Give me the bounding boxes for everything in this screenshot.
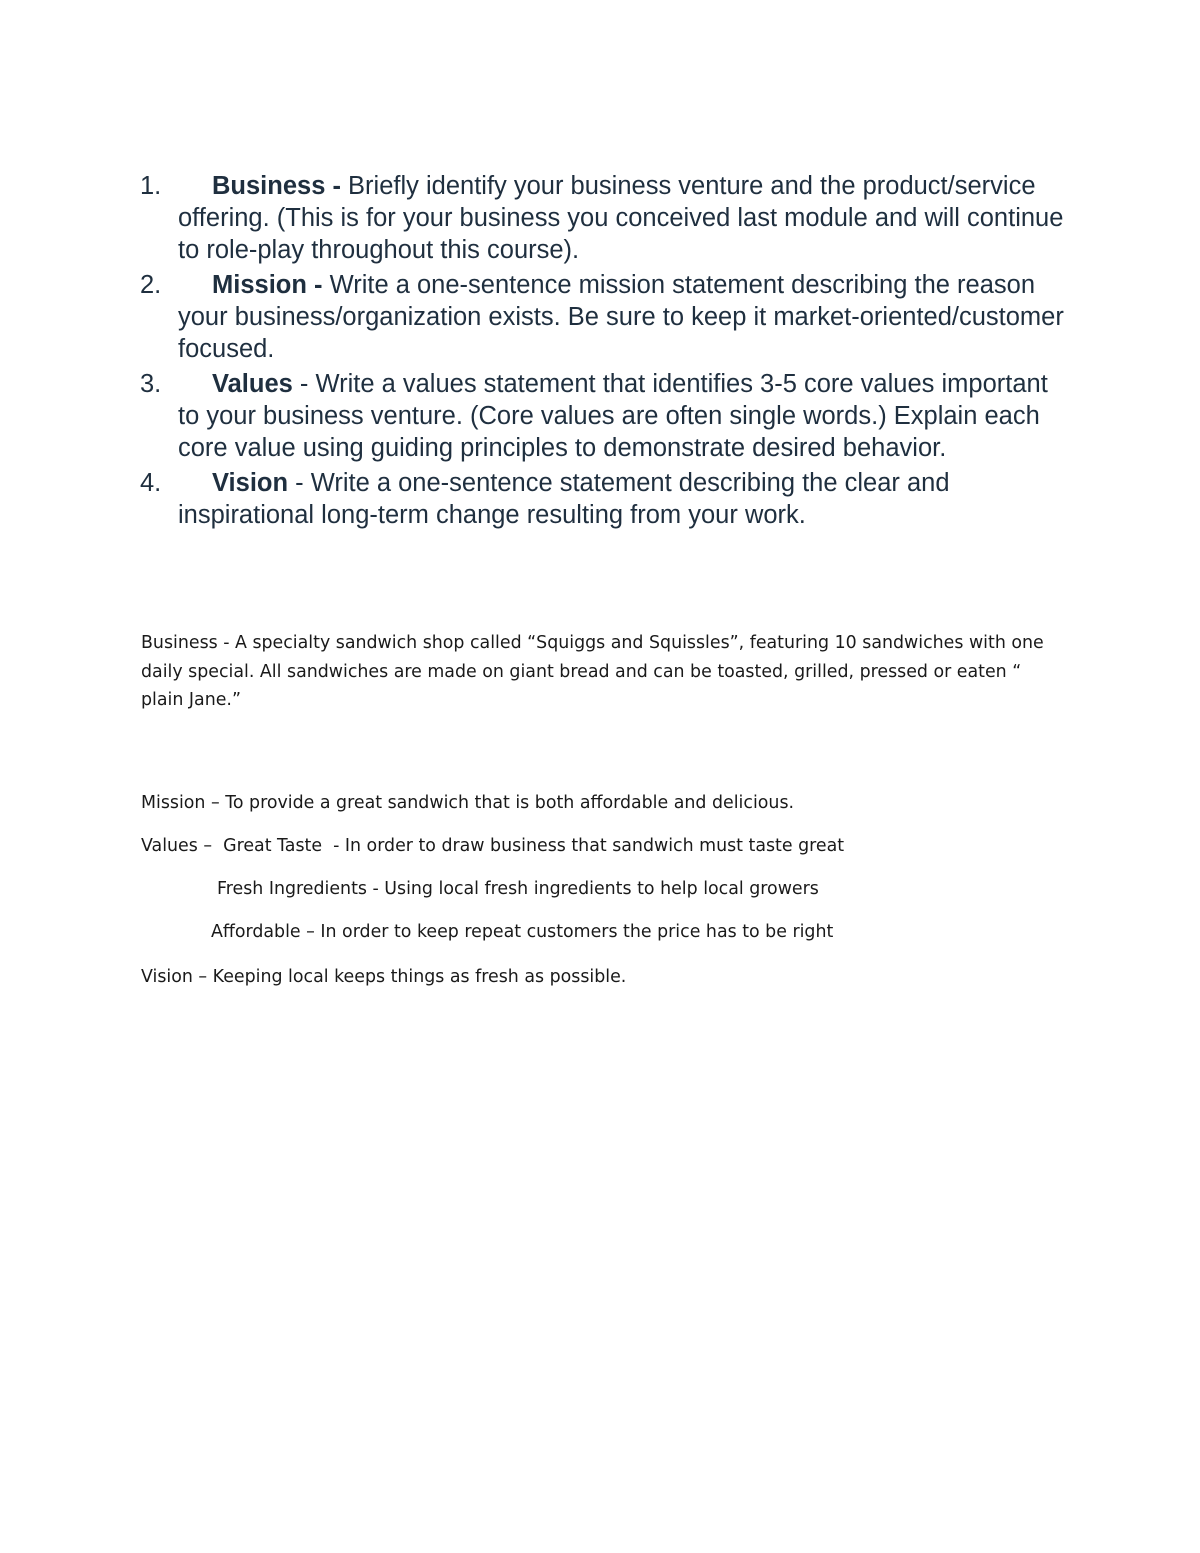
instruction-number: 3. — [140, 370, 162, 398]
instruction-text: Briefly identify your business venture and the product/service offering. (This is for your business you conceived last module and will continue to role-play throughout this course). — [178, 172, 1064, 264]
instruction-number: 4. — [140, 469, 162, 497]
instruction-item-vision — [140, 467, 1070, 531]
instruction-term: Business - — [212, 172, 341, 200]
answer-values-fresh-ingredients: Fresh Ingredients - Using local fresh ingredients to help local growers — [217, 878, 819, 899]
answers-section — [141, 629, 1061, 990]
answer-values-great-taste: Values – Great Taste - In order to draw business that sandwich must taste great — [141, 835, 845, 856]
answer-values-affordable: Affordable – In order to keep repeat customers the price has to be right — [211, 921, 834, 942]
instruction-item-business — [140, 170, 1070, 266]
instruction-term: Values — [212, 370, 293, 398]
instruction-text: - Write a values statement that identifies 3-5 core values important to your business venture. (Core values are often single words.) Explain each core value using guiding principles to demonstrate desired behavior. — [178, 370, 1048, 462]
instruction-text: - Write a one-sentence statement describing the clear and inspirational long-term change resulting from your work. — [178, 469, 950, 529]
instruction-number: 1. — [140, 172, 162, 200]
answer-vision: Vision – Keeping local keeps things as fresh as possible. — [141, 966, 627, 987]
answer-mission: Mission – To provide a great sandwich that is both affordable and delicious. — [141, 792, 795, 813]
answer-business: Business - A specialty sandwich shop called “Squiggs and Squissles”, featuring 10 sandwiches with one daily special. All sandwiches are made on giant bread and can be toasted, grilled, pressed or eaten “ plain Jane.” — [141, 633, 1044, 710]
instruction-item-values — [140, 368, 1070, 464]
instruction-text: Write a one-sentence mission statement describing the reason your business/organization exists. Be sure to keep it market-oriented/customer focused. — [178, 271, 1064, 363]
instruction-item-mission — [140, 269, 1070, 365]
instructions-list — [140, 170, 1070, 534]
instruction-term: Mission - — [212, 271, 323, 299]
instruction-number: 2. — [140, 271, 162, 299]
instruction-term: Vision — [212, 469, 289, 497]
